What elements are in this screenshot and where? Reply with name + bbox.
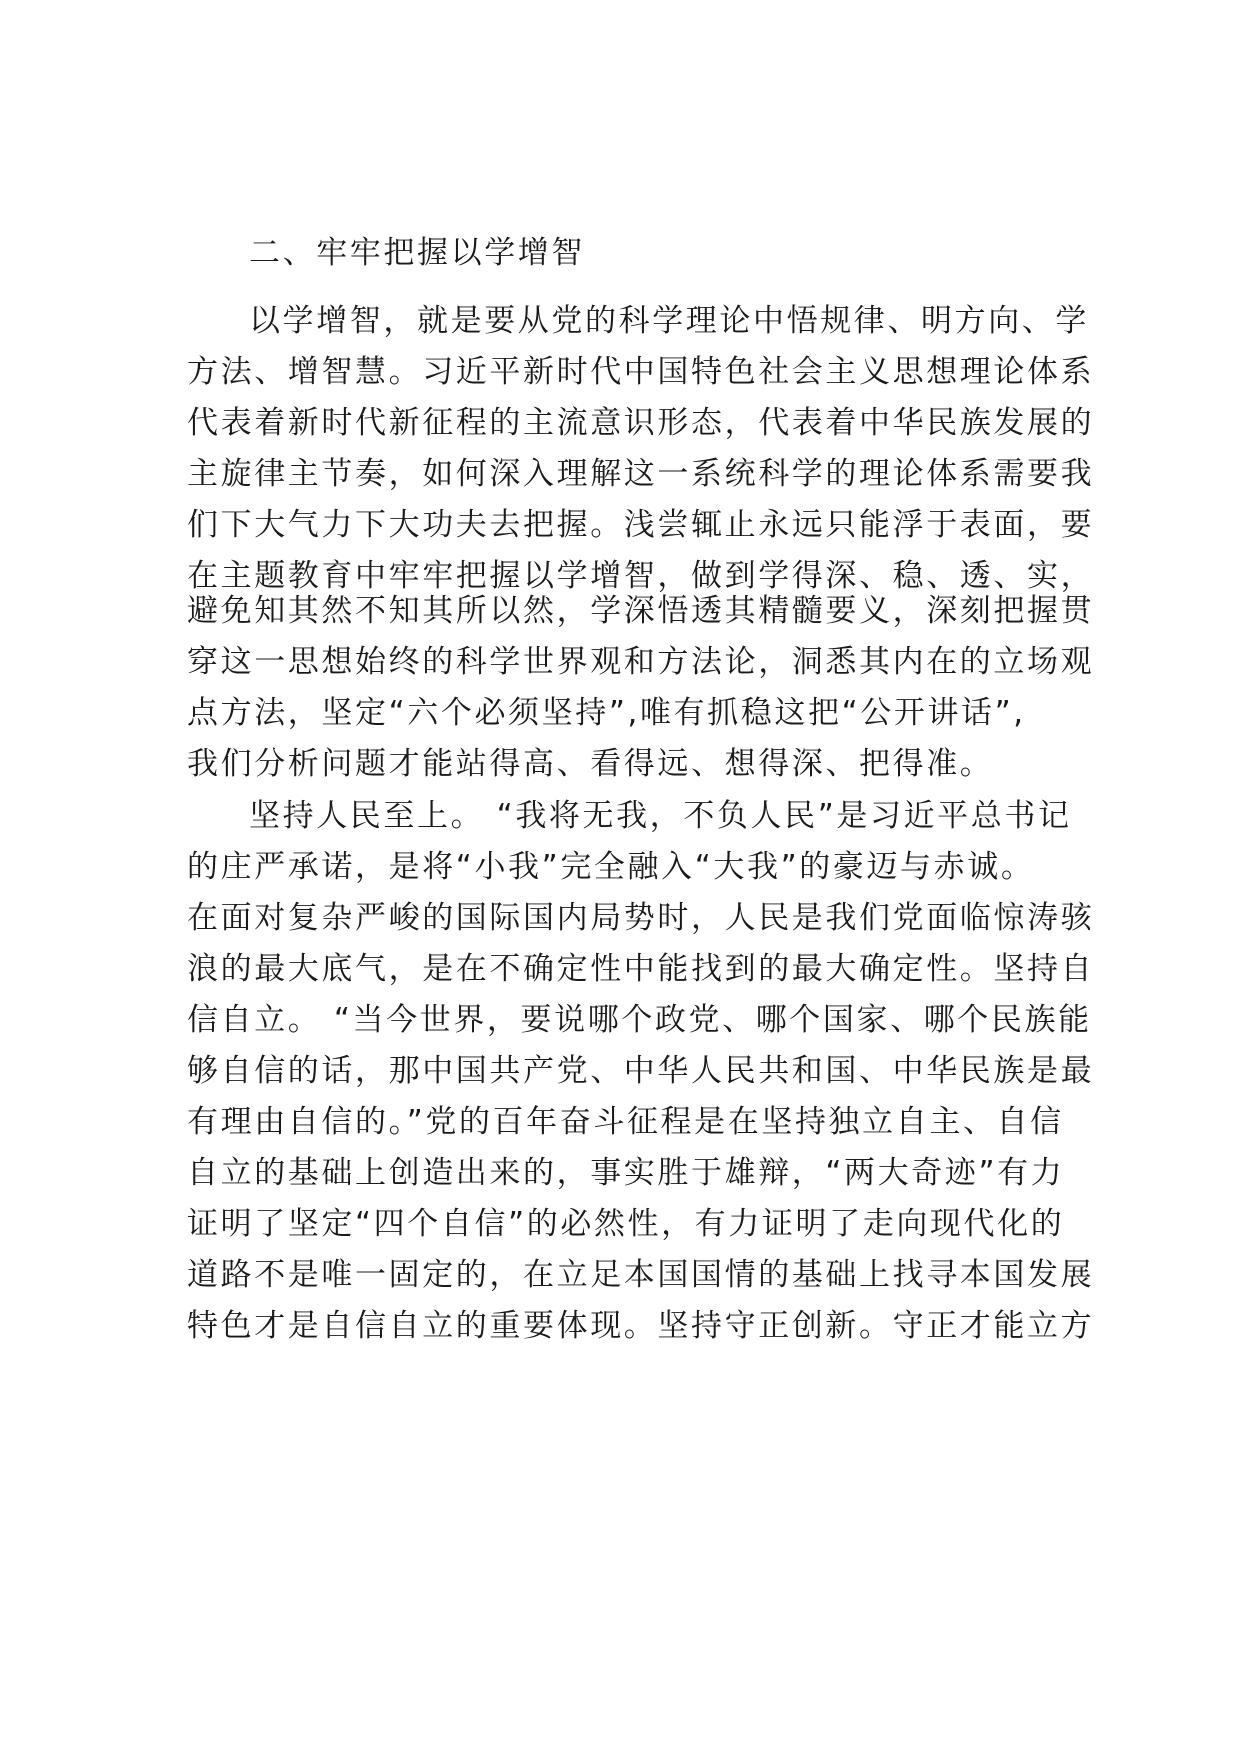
paragraph-line: 在主题教育中牢牢把握以学增智，做到学得深、稳、透、实，: [187, 558, 1095, 594]
paragraph-line: 证明了坚定“四个自信”的必然性，有力证明了走向现代化的: [187, 1206, 1065, 1242]
paragraph-line: 自立的基础上创造出来的，事实胜于雄辩，“两大奇迹”有力: [187, 1155, 1065, 1191]
paragraph-1: [187, 296, 1095, 602]
paragraph-line: 有理由自信的。”党的百年奋斗征程是在坚持独立自主、自信: [187, 1104, 1064, 1140]
paragraph-line: 点方法，坚定“六个必须坚持”,唯有抓稳这把“公开讲话”,: [187, 695, 1026, 731]
paragraph-line: 道路不是唯一固定的，在立足本国国情的基础上找寻本国发展: [187, 1257, 1095, 1293]
paragraph-line: 浪的最大底气，是在不确定性中能找到的最大确定性。坚持自: [187, 951, 1095, 987]
paragraph-1-continued: [187, 586, 1095, 790]
paragraph-line: 坚持人民至上。 “我将无我，不负人民”是习近平总书记: [249, 798, 1072, 834]
paragraph-line: 们下大气力下大功夫去把握。浅尝辄止永远只能浮于表面，要: [187, 507, 1095, 543]
paragraph-line: 信自立。 “当今世界，要说哪个政党、哪个国家、哪个民族能: [187, 1002, 1092, 1038]
section-heading-block: [187, 228, 1057, 279]
paragraph-line: 代表着新时代新征程的主流意识形态，代表着中华民族发展的: [187, 405, 1095, 441]
paragraph-line: 我们分析问题才能站得高、看得远、想得深、把得准。: [187, 746, 994, 782]
paragraph-2: [187, 791, 1095, 1352]
paragraph-line: 方法、增智慧。习近平新时代中国特色社会主义思想理论体系: [187, 354, 1095, 390]
paragraph-line: 避免知其然不知其所以然，学深悟透其精髓要义，深刻把握贯: [187, 593, 1095, 629]
paragraph-line: 够自信的话，那中国共产党、中华人民共和国、中华民族是最: [187, 1053, 1095, 1089]
paragraph-line: 穿这一思想始终的科学世界观和方法论，洞悉其内在的立场观: [187, 644, 1095, 680]
paragraph-line: 以学增智，就是要从党的科学理论中悟规律、明方向、学: [249, 303, 1089, 339]
paragraph-line: 特色才是自信自立的重要体现。坚持守正创新。守正才能立方: [187, 1308, 1095, 1344]
paragraph-line: 在面对复杂严峻的国际国内局势时，人民是我们党面临惊涛骇: [187, 900, 1095, 936]
paragraph-line: 主旋律主节奏，如何深入理解这一系统科学的理论体系需要我: [187, 456, 1095, 492]
section-heading: 二、牢牢把握以学增智: [249, 235, 585, 271]
paragraph-line: 的庄严承诺，是将“小我”完全融入“大我”的豪迈与赤诚。: [187, 849, 1035, 885]
